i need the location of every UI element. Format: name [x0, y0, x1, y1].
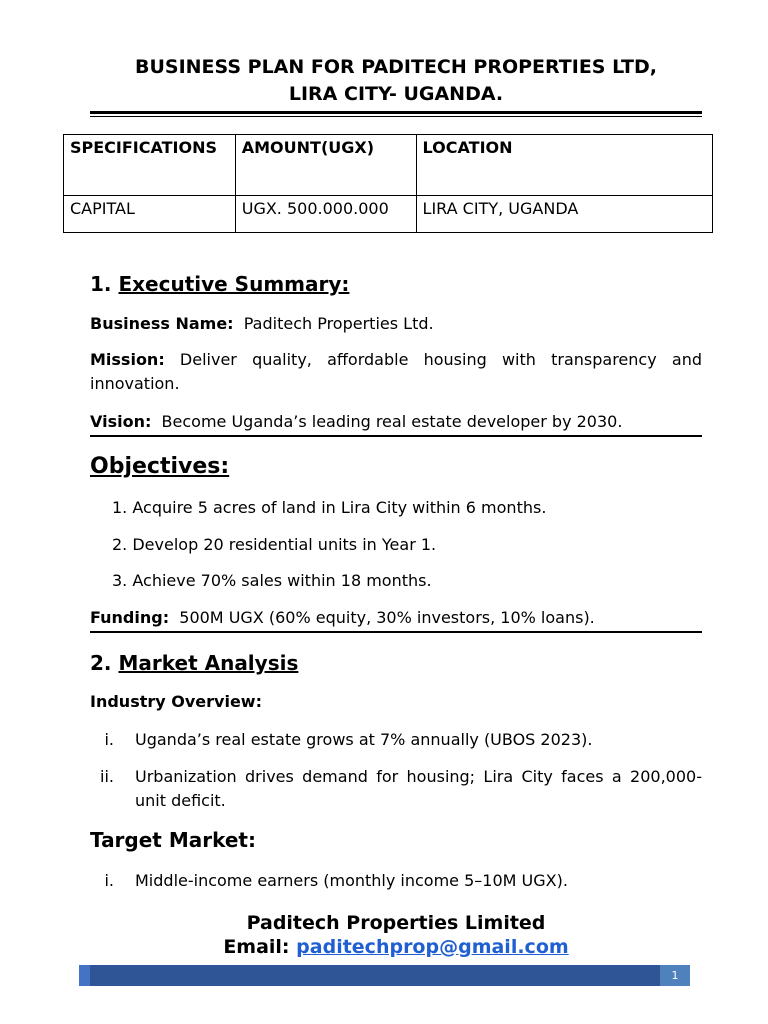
- table-cell: UGX. 500.000.000: [235, 196, 416, 233]
- target-market-heading: Target Market:: [90, 828, 256, 852]
- document-title: [90, 54, 702, 108]
- list-number: 2.: [112, 535, 128, 554]
- list-item: [112, 533, 436, 557]
- list-number: 3.: [112, 571, 128, 590]
- list-item: [112, 496, 546, 520]
- business-name-value: Paditech Properties Ltd.: [243, 314, 434, 333]
- objectives-heading: Objectives:: [90, 454, 230, 479]
- business-name-label: Business Name:: [90, 314, 234, 333]
- vision-text: Become Uganda’s leading real estate developer by 2030.: [161, 412, 623, 431]
- list-number: i.: [104, 871, 114, 890]
- section-heading-market-analysis: [90, 649, 298, 677]
- email-label: Email:: [223, 936, 290, 958]
- table-cell: CAPITAL: [64, 196, 236, 233]
- title-line-2: LIRA CITY- UGANDA.: [288, 83, 504, 105]
- list-item: [112, 569, 432, 593]
- table-header: SPECIFICATIONS: [64, 135, 236, 196]
- industry-overview-heading: Industry Overview:: [90, 692, 262, 711]
- mission-text: Deliver quality, affordable housing with transparency and innovation.: [90, 350, 702, 393]
- page-number: 1: [660, 965, 690, 986]
- table-header: AMOUNT(UGX): [235, 135, 416, 196]
- email-link[interactable]: paditechprop@gmail.com: [296, 936, 569, 958]
- section-number: 2.: [90, 651, 112, 675]
- footer-bar-accent: [79, 965, 90, 986]
- funding-text: 500M UGX (60% equity, 30% investors, 10% loans).: [179, 608, 595, 627]
- footer-email-line: [0, 935, 768, 959]
- list-text: Develop 20 residential units in Year 1.: [132, 535, 437, 554]
- table-row: [64, 196, 713, 233]
- vision-line: [90, 410, 702, 434]
- footer-bar: [79, 965, 690, 986]
- section-divider: [90, 631, 702, 633]
- section-heading-executive-summary: [90, 270, 349, 298]
- list-number: ii.: [100, 767, 114, 786]
- title-line-1: BUSINESS PLAN FOR PADITECH PROPERTIES LTD,: [134, 56, 658, 78]
- vision-label: Vision:: [90, 412, 152, 431]
- section-title: Executive Summary:: [118, 272, 350, 296]
- list-number: i.: [104, 730, 114, 749]
- list-text: Middle-income earners (monthly income 5–10M UGX).: [135, 871, 568, 890]
- list-item: [90, 728, 702, 752]
- title-divider: [90, 111, 702, 117]
- funding-line: [90, 606, 702, 630]
- specifications-table: [63, 134, 713, 233]
- list-text: Uganda’s real estate grows at 7% annually (UBOS 2023).: [135, 730, 593, 749]
- list-number: 1.: [112, 498, 128, 517]
- list-text: Urbanization drives demand for housing; Lira City faces a 200,000-unit deficit.: [135, 767, 702, 810]
- table-header-row: [64, 135, 713, 196]
- list-text: Acquire 5 acres of land in Lira City within 6 months.: [132, 498, 547, 517]
- table-header: LOCATION: [416, 135, 712, 196]
- list-item: [90, 765, 702, 813]
- business-name-line: [90, 312, 702, 336]
- section-number: 1.: [90, 272, 112, 296]
- section-divider: [90, 435, 702, 437]
- mission-paragraph: [90, 348, 702, 396]
- mission-label: Mission:: [90, 350, 165, 369]
- table-cell: LIRA CITY, UGANDA: [416, 196, 712, 233]
- list-item: [90, 869, 702, 893]
- section-title: Market Analysis: [118, 651, 299, 675]
- footer-company-name: Paditech Properties Limited: [246, 912, 546, 934]
- list-text: Achieve 70% sales within 18 months.: [132, 571, 432, 590]
- funding-label: Funding:: [90, 608, 170, 627]
